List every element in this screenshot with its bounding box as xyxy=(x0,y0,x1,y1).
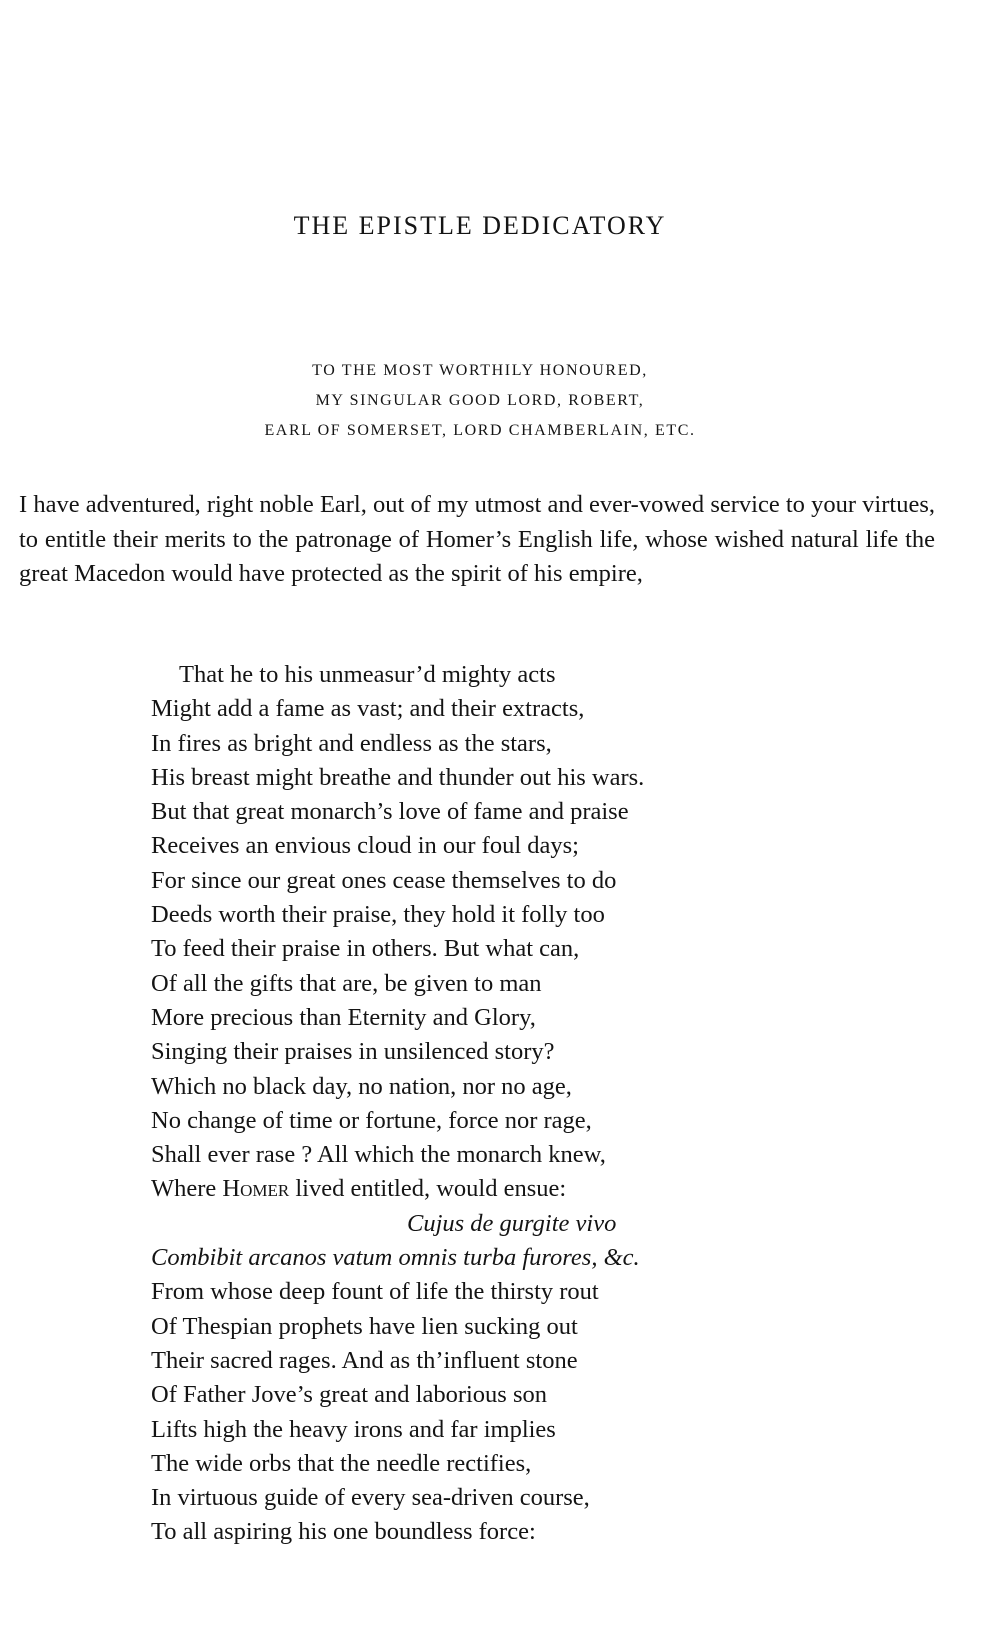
dedication-line: TO THE MOST WORTHILY HONOURED, xyxy=(312,362,648,379)
verse-line: Deeds worth their praise, they hold it folly too xyxy=(151,901,605,929)
verse-line: Shall ever rase ? All which the monarch knew, xyxy=(151,1141,606,1169)
homer-name: Homer xyxy=(222,1175,290,1203)
verse-line: Of Father Jove’s great and laborious son xyxy=(151,1381,547,1409)
verse-line: In fires as bright and endless as the stars, xyxy=(151,729,552,757)
verse-line: Of all the gifts that are, be given to man xyxy=(151,969,542,997)
latin-verse-line: Combibit arcanos vatum omnis turba furores, &c. xyxy=(151,1244,640,1272)
verse-line xyxy=(151,1172,911,1206)
prose-paragraph: I have adventured, right noble Earl, out of my utmost and ever-vowed service to your virtues, to entitle their merits to the patronage of Homer’s English life, whose wished natural life the great Macedon would have protected as the spirit of his empire, xyxy=(19,491,935,587)
page-title: THE EPISTLE DEDICATORY xyxy=(293,211,667,240)
verse-line: Receives an envious cloud in our foul days; xyxy=(151,832,579,860)
dedication-line: MY SINGULAR GOOD LORD, ROBERT, xyxy=(315,392,645,409)
verse-line: To feed their praise in others. But what can, xyxy=(151,935,580,963)
verse-line: In virtuous guide of every sea-driven course, xyxy=(151,1484,590,1512)
verse-line: Of Thespian prophets have lien sucking out xyxy=(151,1312,578,1340)
verse-line: That he to his unmeasur’d mighty acts xyxy=(179,661,556,688)
dedication-line: EARL OF SOMERSET, LORD CHAMBERLAIN, ETC. xyxy=(264,422,696,439)
verse-line: Their sacred rages. And as th’influent stone xyxy=(151,1346,578,1374)
verse-line: Might add a fame as vast; and their extracts, xyxy=(151,695,585,723)
verse-text: lived entitled, would ensue: xyxy=(289,1175,567,1203)
verse-line: For since our great ones cease themselves to do xyxy=(151,866,617,894)
verse-line: But that great monarch’s love of fame and praise xyxy=(151,798,629,826)
verse-line: His breast might breathe and thunder out his wars. xyxy=(151,763,645,791)
latin-verse-line: Cujus de gurgite vivo xyxy=(407,1209,617,1237)
verse-line: The wide orbs that the needle rectifies, xyxy=(151,1449,532,1477)
verse-text: Where xyxy=(151,1175,223,1203)
verse-line: Which no black day, no nation, nor no age, xyxy=(151,1072,572,1100)
verse-line: To all aspiring his one boundless force: xyxy=(151,1518,536,1546)
verse-line: More precious than Eternity and Glory, xyxy=(151,1003,536,1031)
dedication-block xyxy=(0,356,960,446)
verse-line: Singing their praises in unsilenced story? xyxy=(151,1038,555,1066)
verse-line: From whose deep fount of life the thirsty rout xyxy=(151,1278,599,1306)
verse-line: Lifts high the heavy irons and far implies xyxy=(151,1415,556,1443)
verse-line: No change of time or fortune, force nor rage, xyxy=(151,1106,592,1134)
verse-block xyxy=(151,658,911,1550)
